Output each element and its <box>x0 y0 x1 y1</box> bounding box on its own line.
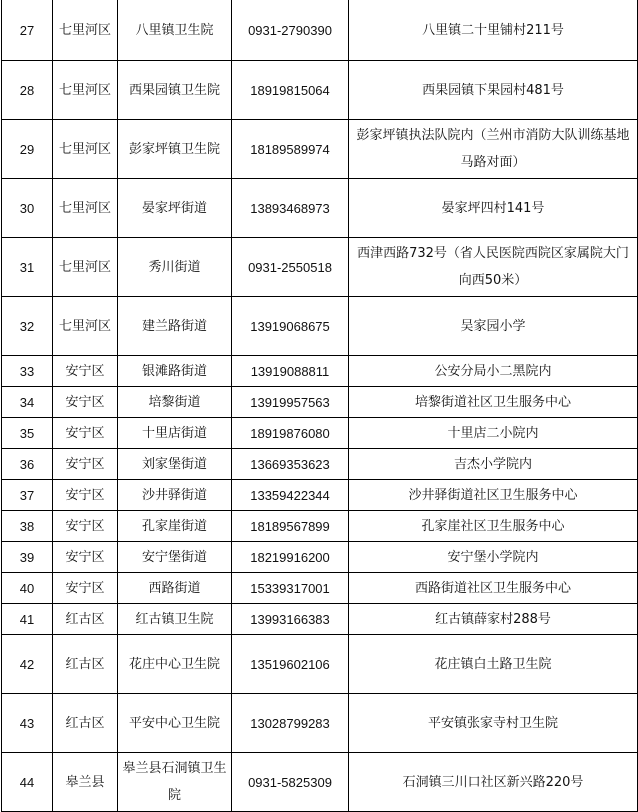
cell-address: 红古镇薛家村288号 <box>349 604 638 635</box>
cell-address: 花庄镇白土路卫生院 <box>349 635 638 694</box>
cell-site-name: 花庄中心卫生院 <box>118 635 232 694</box>
cell-district: 皋兰县 <box>53 753 118 812</box>
cell-address: 培黎街道社区卫生服务中心 <box>349 387 638 418</box>
cell-number: 44 <box>2 753 53 812</box>
cell-address: 西果园镇下果园村481号 <box>349 61 638 120</box>
table-row <box>2 542 638 573</box>
cell-site-name: 安宁堡街道 <box>118 542 232 573</box>
cell-site-name: 银滩路街道 <box>118 356 232 387</box>
cell-site-name: 平安中心卫生院 <box>118 694 232 753</box>
cell-phone: 13919088811 <box>232 356 349 387</box>
cell-district: 七里河区 <box>53 61 118 120</box>
cell-address: 八里镇二十里铺村211号 <box>349 0 638 61</box>
table-row <box>2 120 638 179</box>
cell-phone: 13919957563 <box>232 387 349 418</box>
table-row <box>2 694 638 753</box>
cell-number: 36 <box>2 449 53 480</box>
cell-number: 34 <box>2 387 53 418</box>
cell-number: 28 <box>2 61 53 120</box>
cell-number: 38 <box>2 511 53 542</box>
cell-address: 公安分局小二黑院内 <box>349 356 638 387</box>
cell-district: 安宁区 <box>53 418 118 449</box>
table-row <box>2 753 638 812</box>
cell-number: 33 <box>2 356 53 387</box>
cell-site-name: 孔家崖街道 <box>118 511 232 542</box>
cell-address: 吴家园小学 <box>349 297 638 356</box>
cell-number: 27 <box>2 0 53 61</box>
cell-number: 29 <box>2 120 53 179</box>
cell-district: 七里河区 <box>53 238 118 297</box>
cell-site-name: 皋兰县石洞镇卫生院 <box>118 753 232 812</box>
cell-number: 42 <box>2 635 53 694</box>
cell-site-name: 秀川街道 <box>118 238 232 297</box>
cell-district: 安宁区 <box>53 542 118 573</box>
clinic-table <box>1 0 638 812</box>
cell-site-name: 西果园镇卫生院 <box>118 61 232 120</box>
table-row <box>2 0 638 61</box>
table-row <box>2 418 638 449</box>
cell-phone: 15339317001 <box>232 573 349 604</box>
table-row <box>2 480 638 511</box>
cell-phone: 18219916200 <box>232 542 349 573</box>
cell-phone: 0931-2550518 <box>232 238 349 297</box>
cell-number: 35 <box>2 418 53 449</box>
cell-phone: 13919068675 <box>232 297 349 356</box>
table-row <box>2 573 638 604</box>
cell-number: 39 <box>2 542 53 573</box>
cell-district: 安宁区 <box>53 356 118 387</box>
cell-number: 41 <box>2 604 53 635</box>
cell-address: 平安镇张家寺村卫生院 <box>349 694 638 753</box>
cell-district: 安宁区 <box>53 449 118 480</box>
table-row <box>2 387 638 418</box>
table-row <box>2 297 638 356</box>
cell-address: 孔家崖社区卫生服务中心 <box>349 511 638 542</box>
cell-address: 晏家坪四村141号 <box>349 179 638 238</box>
cell-site-name: 刘家堡街道 <box>118 449 232 480</box>
cell-number: 31 <box>2 238 53 297</box>
cell-address: 彭家坪镇执法队院内（兰州市消防大队训练基地马路对面） <box>349 120 638 179</box>
cell-site-name: 晏家坪街道 <box>118 179 232 238</box>
cell-phone: 13359422344 <box>232 480 349 511</box>
cell-district: 七里河区 <box>53 179 118 238</box>
cell-number: 30 <box>2 179 53 238</box>
cell-phone: 13669353623 <box>232 449 349 480</box>
table-row <box>2 61 638 120</box>
cell-district: 安宁区 <box>53 573 118 604</box>
cell-phone: 18189589974 <box>232 120 349 179</box>
cell-site-name: 彭家坪镇卫生院 <box>118 120 232 179</box>
cell-district: 安宁区 <box>53 387 118 418</box>
cell-address: 西津西路732号（省人民医院西院区家属院大门向西50米） <box>349 238 638 297</box>
cell-number: 43 <box>2 694 53 753</box>
table-row <box>2 356 638 387</box>
cell-phone: 18189567899 <box>232 511 349 542</box>
table-row <box>2 635 638 694</box>
cell-district: 七里河区 <box>53 120 118 179</box>
cell-site-name: 红古镇卫生院 <box>118 604 232 635</box>
table-row <box>2 179 638 238</box>
table-row <box>2 604 638 635</box>
cell-number: 37 <box>2 480 53 511</box>
cell-district: 红古区 <box>53 635 118 694</box>
cell-district: 红古区 <box>53 694 118 753</box>
cell-phone: 13028799283 <box>232 694 349 753</box>
cell-district: 红古区 <box>53 604 118 635</box>
cell-site-name: 西路街道 <box>118 573 232 604</box>
table-row <box>2 511 638 542</box>
cell-number: 40 <box>2 573 53 604</box>
cell-address: 安宁堡小学院内 <box>349 542 638 573</box>
cell-address: 沙井驿街道社区卫生服务中心 <box>349 480 638 511</box>
cell-number: 32 <box>2 297 53 356</box>
table-body <box>2 0 638 812</box>
cell-phone: 13893468973 <box>232 179 349 238</box>
cell-phone: 18919815064 <box>232 61 349 120</box>
cell-district: 七里河区 <box>53 297 118 356</box>
cell-phone: 18919876080 <box>232 418 349 449</box>
cell-address: 吉杰小学院内 <box>349 449 638 480</box>
cell-phone: 0931-2790390 <box>232 0 349 61</box>
cell-phone: 13519602106 <box>232 635 349 694</box>
table-row <box>2 449 638 480</box>
cell-address: 十里店二小院内 <box>349 418 638 449</box>
cell-address: 西路街道社区卫生服务中心 <box>349 573 638 604</box>
cell-site-name: 培黎街道 <box>118 387 232 418</box>
cell-district: 安宁区 <box>53 480 118 511</box>
cell-district: 七里河区 <box>53 0 118 61</box>
table-row <box>2 238 638 297</box>
cell-site-name: 建兰路街道 <box>118 297 232 356</box>
cell-site-name: 十里店街道 <box>118 418 232 449</box>
cell-site-name: 沙井驿街道 <box>118 480 232 511</box>
cell-site-name: 八里镇卫生院 <box>118 0 232 61</box>
cell-district: 安宁区 <box>53 511 118 542</box>
cell-phone: 0931-5825309 <box>232 753 349 812</box>
cell-address: 石洞镇三川口社区新兴路220号 <box>349 753 638 812</box>
cell-phone: 13993166383 <box>232 604 349 635</box>
